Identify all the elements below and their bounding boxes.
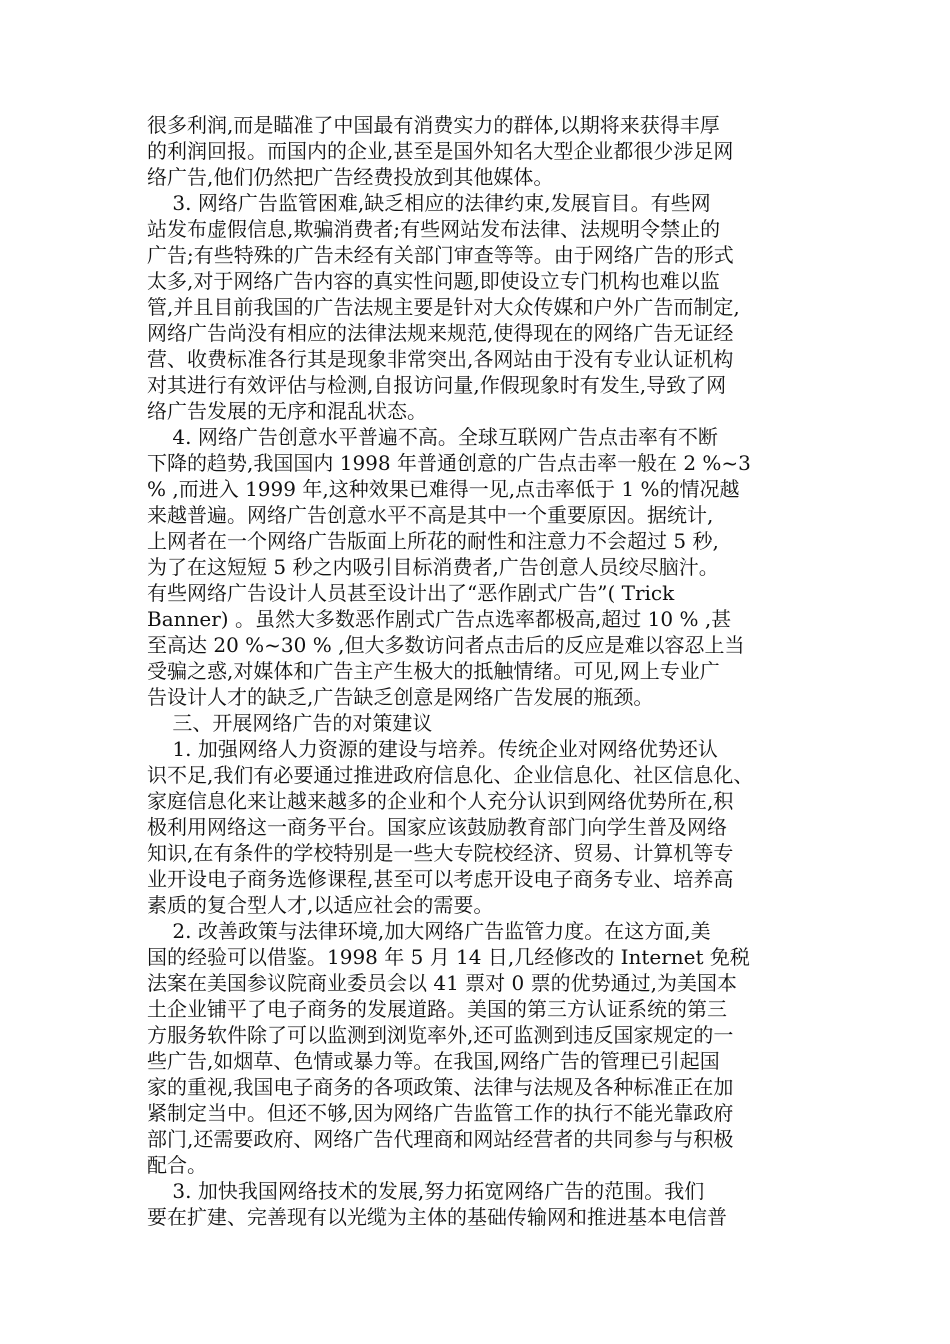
text-line: 很多利润,而是瞄准了中国最有消费实力的群体,以期将来获得丰厚 xyxy=(147,113,720,137)
text-line: 土企业铺平了电子商务的发展道路。美国的第三方认证系统的第三 xyxy=(147,997,727,1021)
text-line: 要在扩建、完善现有以光缆为主体的基础传输网和推进基本电信普 xyxy=(147,1205,727,1229)
section-heading: 三、开展网络广告的对策建议 xyxy=(147,711,433,735)
text-line: 太多,对于网络广告内容的真实性问题,即使设立专门机构也难以监 xyxy=(147,269,720,293)
text-line: 3. 网络广告监管困难,缺乏相应的法律约束,发展盲目。有些网 xyxy=(147,191,711,215)
text-line: 些广告,如烟草、色情或暴力等。在我国,网络广告的管理已引起国 xyxy=(147,1049,720,1073)
text-line: 部门,还需要政府、网络广告代理商和网站经营者的共同参与与积极 xyxy=(147,1127,734,1151)
text-line: 的利润回报。而国内的企业,甚至是国外知名大型企业都很少涉足网 xyxy=(147,139,734,163)
text-line: 1. 加强网络人力资源的建设与培养。传统企业对网络优势还认 xyxy=(147,737,718,761)
text-line: 至高达 20 %~30 % ,但大多数访问者点击后的反应是难以容忍上当 xyxy=(147,633,745,657)
text-line: 受骗之惑,对媒体和广告主产生极大的抵触情绪。可见,网上专业广 xyxy=(147,659,720,683)
text-line: 营、收费标准各行其是现象非常突出,各网站由于没有专业认证机构 xyxy=(147,347,734,371)
text-line: Banner) 。虽然大多数恶作剧式广告点选率都极高,超过 10 % ,甚 xyxy=(147,607,732,631)
text-line: 站发布虚假信息,欺骗消费者;有些网站发布法律、法规明令禁止的 xyxy=(147,217,721,241)
document-body xyxy=(147,112,813,1230)
text-line: 知识,在有条件的学校特别是一些大专院校经济、贸易、计算机等专 xyxy=(147,841,734,865)
text-line: 法案在美国参议院商业委员会以 41 票对 0 票的优势通过,为美国本 xyxy=(147,971,737,995)
text-line: 下降的趋势,我国国内 1998 年普通创意的广告点击率一般在 2 %~3 xyxy=(147,451,751,475)
text-line: 广告;有些特殊的广告未经有关部门审查等等。由于网络广告的形式 xyxy=(147,243,734,267)
text-line: 紧制定当中。但还不够,因为网络广告监管工作的执行不能光靠政府 xyxy=(147,1101,734,1125)
text-line: 络广告发展的无序和混乱状态。 xyxy=(147,399,427,423)
text-line: 4. 网络广告创意水平普遍不高。全球互联网广告点击率有不断 xyxy=(147,425,718,449)
text-line: 络广告,他们仍然把广告经费投放到其他媒体。 xyxy=(147,165,554,189)
text-line: 国的经验可以借鉴。1998 年 5 月 14 日,几经修改的 Internet 免税 xyxy=(147,945,750,969)
text-line: 极利用网络这一商务平台。国家应该鼓励教育部门向学生普及网络 xyxy=(147,815,727,839)
text-line: 素质的复合型人才,以适应社会的需要。 xyxy=(147,893,494,917)
text-line: 管,并且目前我国的广告法规主要是针对大众传媒和户外广告而制定, xyxy=(147,295,740,319)
text-line: 告设计人才的缺乏,广告缺乏创意是网络广告发展的瓶颈。 xyxy=(147,685,654,709)
text-line: 业开设电子商务选修课程,甚至可以考虑开设电子商务专业、培养高 xyxy=(147,867,734,891)
text-line: 有些网络广告设计人员甚至设计出了“恶作剧式广告”( Trick xyxy=(147,581,675,605)
text-line: 3. 加快我国网络技术的发展,努力拓宽网络广告的范围。我们 xyxy=(147,1179,705,1203)
text-line: 为了在这短短 5 秒之内吸引目标消费者,广告创意人员绞尽脑汁。 xyxy=(147,555,719,579)
text-line: 网络广告尚没有相应的法律法规来规范,使得现在的网络广告无证经 xyxy=(147,321,734,345)
document-page xyxy=(147,112,813,1230)
text-line: 对其进行有效评估与检测,自报访问量,作假现象时有发生,导致了网 xyxy=(147,373,727,397)
text-line: 配合。 xyxy=(147,1153,207,1177)
text-line: 识不足,我们有必要通过推进政府信息化、企业信息化、社区信息化、 xyxy=(147,763,754,787)
text-line: 家庭信息化来让越来越多的企业和个人充分认识到网络优势所在,积 xyxy=(147,789,734,813)
text-line: 来越普遍。网络广告创意水平不高是其中一个重要原因。据统计, xyxy=(147,503,714,527)
text-line: 2. 改善政策与法律环境,加大网络广告监管力度。在这方面,美 xyxy=(147,919,711,943)
text-line: 方服务软件除了可以监测到浏览率外,还可监测到违反国家规定的一 xyxy=(147,1023,734,1047)
text-line: % ,而进入 1999 年,这种效果已难得一见,点击率低于 1 %的情况越 xyxy=(147,477,740,501)
text-line: 上网者在一个网络广告版面上所花的耐性和注意力不会超过 5 秒, xyxy=(147,529,719,553)
text-line: 家的重视,我国电子商务的各项政策、法律与法规及各种标准正在加 xyxy=(147,1075,734,1099)
